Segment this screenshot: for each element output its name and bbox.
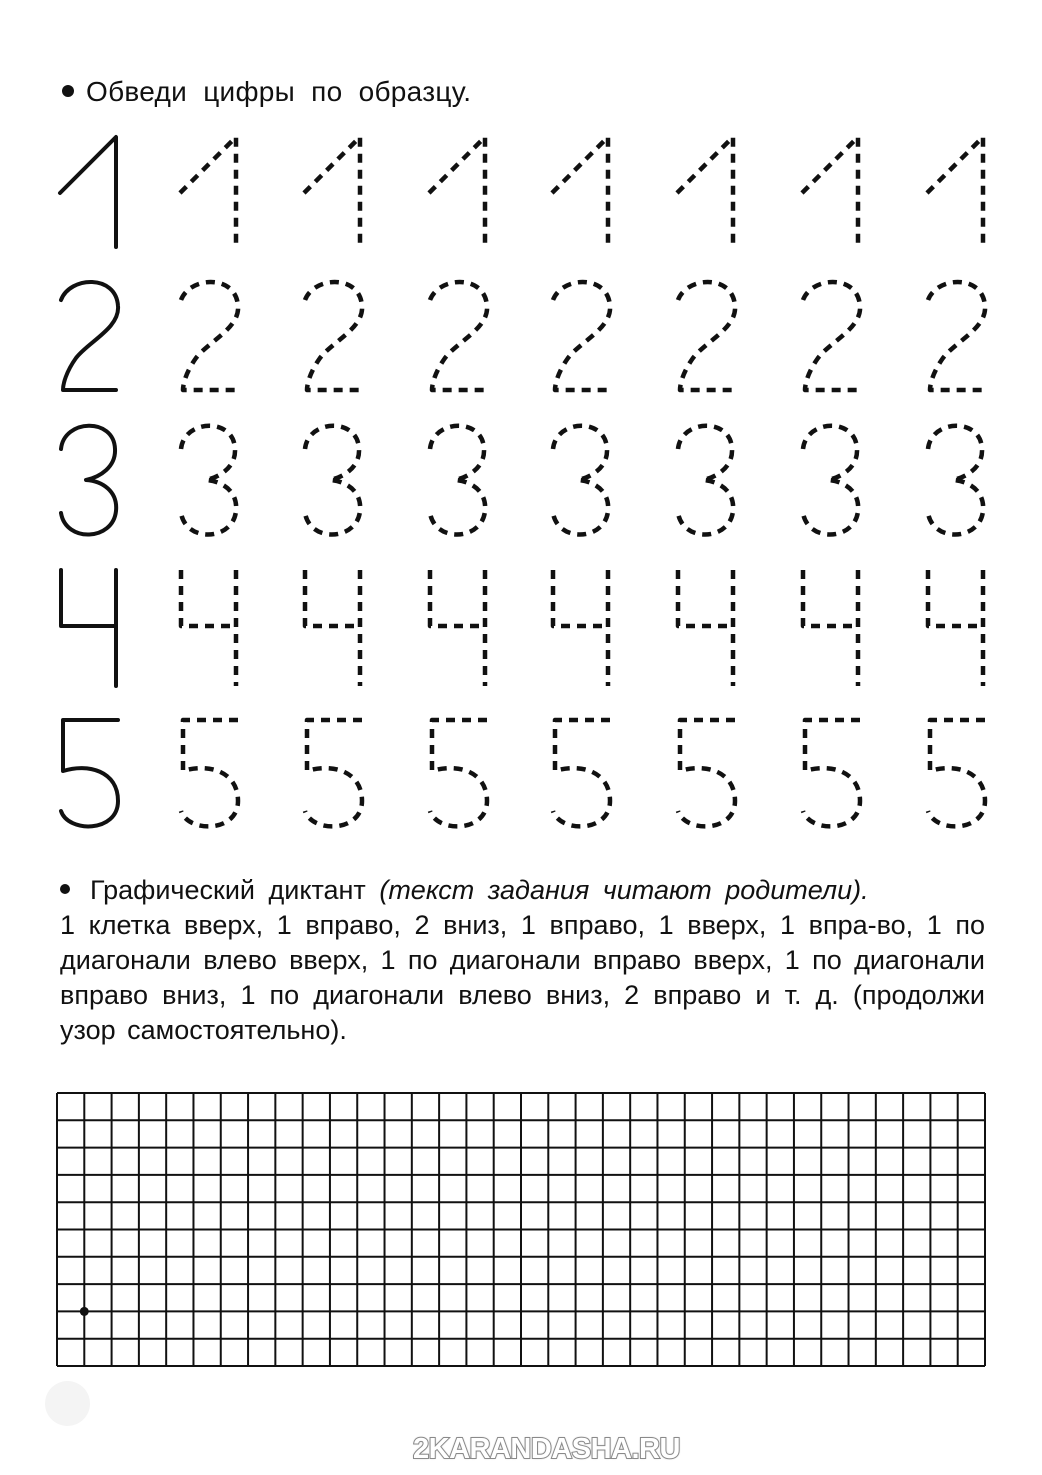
trace-digit-5[interactable] [305,720,362,826]
trace-digit-1[interactable] [429,137,485,247]
trace-digit-2[interactable] [678,282,735,390]
task1-instruction-text: Обведи цифры по образцу. [86,76,472,107]
trace-digit-3[interactable] [553,426,608,535]
digit-row-1 [60,137,983,247]
trace-digit-3[interactable] [181,426,236,535]
trace-digit-4[interactable] [305,570,360,686]
sample-digit-5 [61,720,118,826]
trace-digit-3[interactable] [305,426,360,535]
trace-digit-2[interactable] [181,282,238,390]
trace-digit-2[interactable] [803,282,860,390]
trace-digit-4[interactable] [928,570,983,686]
trace-digit-1[interactable] [552,137,608,247]
digit-row-2 [61,282,985,390]
trace-digit-5[interactable] [430,720,487,826]
trace-digit-2[interactable] [553,282,610,390]
trace-digit-5[interactable] [181,720,238,826]
trace-digit-4[interactable] [430,570,485,686]
trace-digit-3[interactable] [430,426,485,535]
trace-digit-1[interactable] [304,137,360,247]
task2-block [60,873,985,1048]
trace-digit-5[interactable] [678,720,735,826]
trace-digit-4[interactable] [553,570,608,686]
trace-digit-5[interactable] [553,720,610,826]
digit-row-5 [61,720,985,826]
trace-digit-2[interactable] [430,282,487,390]
digit-row-4 [61,570,983,686]
trace-digit-4[interactable] [678,570,733,686]
task1-instruction [62,76,471,108]
sample-digit-2 [61,282,118,390]
sample-digit-1 [60,137,116,247]
task2-title-note: (текст задания читают родители). [379,875,869,905]
task2-heading [60,873,985,908]
bullet-icon [60,884,70,894]
trace-digit-3[interactable] [678,426,733,535]
bullet-icon [62,85,74,97]
digit-row-3 [61,426,983,535]
trace-digit-1[interactable] [927,137,983,247]
trace-digit-3[interactable] [928,426,983,535]
trace-digit-3[interactable] [803,426,858,535]
task2-title: Графический диктант [90,875,366,905]
task2-text: 1 клетка вверх, 1 вправо, 2 вниз, 1 вправо, 1 вверх, 1 впра-во, 1 по диагонали влево вверх, 1 по диагонали вправо вверх, 1 по диагонали вправо вниз, 1 по диагонали влево вниз, 2 вправо и т. д. (продолжи узор самостоятельно). [60,910,985,1045]
trace-digit-2[interactable] [305,282,362,390]
trace-digit-2[interactable] [928,282,985,390]
trace-digit-4[interactable] [181,570,236,686]
trace-digit-1[interactable] [802,137,858,247]
trace-digit-4[interactable] [803,570,858,686]
trace-digit-5[interactable] [928,720,985,826]
trace-digit-1[interactable] [180,137,236,247]
sample-digit-3 [61,426,116,535]
trace-digit-5[interactable] [803,720,860,826]
trace-digit-1[interactable] [677,137,733,247]
page-number-circle [45,1381,90,1426]
start-point-dot [80,1307,89,1316]
watermark: 2KARANDASHA.RU [413,1433,680,1465]
sample-digit-4 [61,570,116,686]
